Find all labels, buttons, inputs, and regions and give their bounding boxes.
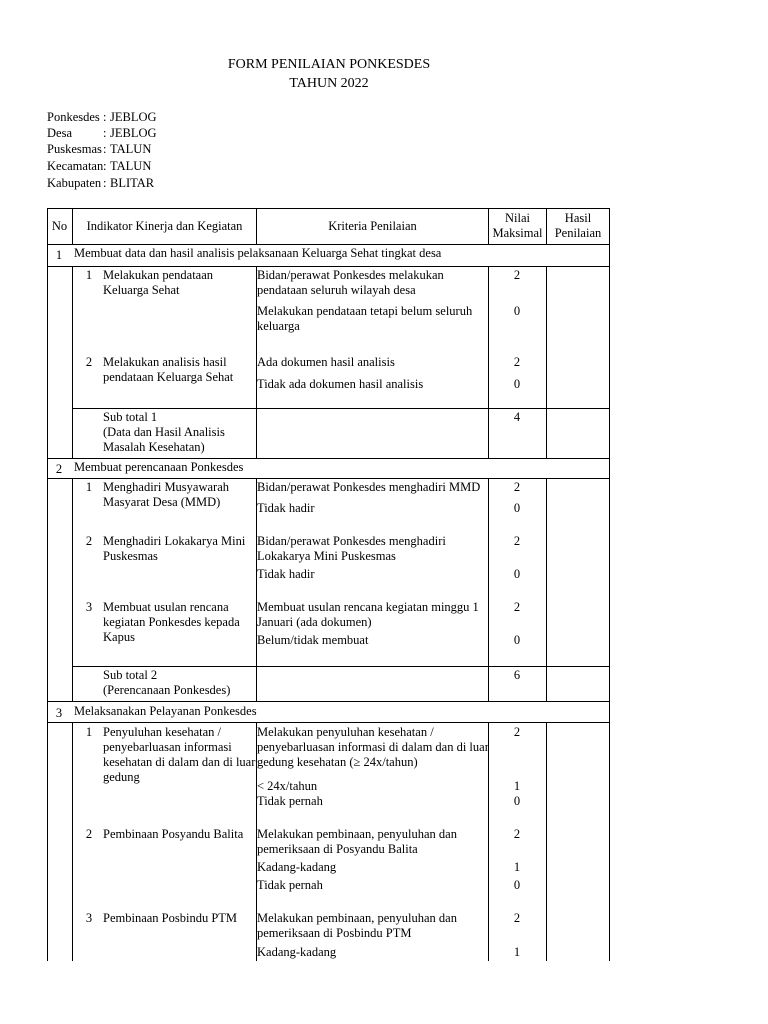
- criteria-text: Bidan/perawat Ponkesdes menghadiri MMD: [257, 480, 481, 494]
- criteria-score: 1: [513, 945, 521, 959]
- item-number: 2: [85, 534, 93, 548]
- criteria-text: Bidan/perawat Ponkesdes melakukan pendataan seluruh wilayah desa: [257, 268, 444, 297]
- info-sep: :: [103, 176, 107, 190]
- criteria-text: Melakukan pendataan tetapi belum seluruh keluarga: [257, 304, 473, 333]
- subtotal-score: 4: [513, 410, 521, 424]
- table-border: [546, 722, 547, 961]
- section-number: 1: [55, 248, 63, 262]
- criteria-score: 2: [513, 480, 521, 494]
- section-title: Membuat perencanaan Ponkesdes: [74, 460, 244, 474]
- info-label-kabupaten: Kabupaten: [47, 176, 102, 190]
- info-sep: :: [103, 110, 107, 124]
- info-label-puskesmas: Puskesmas: [47, 142, 102, 156]
- criteria-score: 0: [513, 501, 521, 515]
- criteria-text: Tidak pernah: [257, 878, 323, 892]
- table-border: [546, 478, 547, 701]
- info-label-desa: Desa: [47, 126, 72, 140]
- criteria-score: 2: [513, 355, 521, 369]
- criteria-score: 1: [513, 860, 521, 874]
- info-value-kecamatan: TALUN: [110, 159, 152, 173]
- header-no: No: [51, 219, 68, 233]
- item-indikator: Penyuluhan kesehatan / penyebarluasan informasi kesehatan di dalam dan di luar gedung: [103, 725, 256, 784]
- info-sep: :: [103, 126, 107, 140]
- item-indikator: Menghadiri Musyawarah Masyarat Desa (MMD): [103, 480, 230, 509]
- criteria-score: 0: [513, 304, 521, 318]
- table-border: [47, 478, 609, 479]
- item-number: 2: [85, 827, 93, 841]
- form-title: FORM PENILAIAN PONKESDES: [227, 57, 431, 72]
- criteria-text: Tidak hadir: [257, 567, 315, 581]
- table-border: [47, 208, 609, 209]
- table-border: [47, 244, 609, 245]
- info-sep: :: [103, 159, 107, 173]
- section-title: Membuat data dan hasil analisis pelaksanaan Keluarga Sehat tingkat desa: [74, 246, 442, 260]
- criteria-score: 2: [513, 725, 521, 739]
- table-border: [47, 458, 609, 459]
- criteria-text: Tidak hadir: [257, 501, 315, 515]
- criteria-score: 2: [513, 911, 521, 925]
- criteria-text: Kadang-kadang: [257, 945, 337, 959]
- criteria-text: < 24x/tahun: [257, 779, 318, 793]
- item-indikator: Melakukan pendataan Keluarga Sehat: [103, 268, 214, 297]
- header-nilai: Maksimal: [492, 226, 543, 240]
- header-indikator: Indikator Kinerja dan Kegiatan: [86, 219, 243, 233]
- item-indikator: Melakukan analisis hasil pendataan Keluarga Sehat: [103, 355, 234, 384]
- criteria-text: Kadang-kadang: [257, 860, 337, 874]
- criteria-score: 2: [513, 534, 521, 548]
- criteria-score: 0: [513, 878, 521, 892]
- criteria-text: Bidan/perawat Ponkesdes menghadiri Lokakarya Mini Puskesmas: [257, 534, 446, 563]
- info-value-ponkesdes: JEBLOG: [110, 110, 157, 124]
- criteria-score: 0: [513, 377, 521, 391]
- section-number: 3: [55, 706, 63, 720]
- info-sep: :: [103, 142, 107, 156]
- section-title: Melaksanakan Pelayanan Ponkesdes: [74, 704, 257, 718]
- info-value-desa: JEBLOG: [110, 126, 157, 140]
- info-value-puskesmas: TALUN: [110, 142, 152, 156]
- item-number: 3: [85, 911, 93, 925]
- criteria-text: Tidak pernah: [257, 794, 323, 808]
- criteria-score: 1: [513, 779, 521, 793]
- table-border: [72, 478, 73, 701]
- subtotal-score: 6: [513, 668, 521, 682]
- criteria-score: 0: [513, 567, 521, 581]
- criteria-text: Melakukan pembinaan, penyuluhan dan pemeriksaan di Posyandu Balita: [257, 827, 457, 856]
- table-border: [72, 266, 73, 458]
- subtotal-label: Sub total 1 (Data dan Hasil Analisis Masalah Kesehatan): [103, 410, 225, 454]
- criteria-text: Melakukan penyuluhan kesehatan / penyebarluasan informasi di dalam dan di luar gedung kesehatan (≥ 24x/tahun): [257, 725, 489, 769]
- criteria-score: 2: [513, 268, 521, 282]
- criteria-text: Ada dokumen hasil analisis: [257, 355, 395, 369]
- table-border: [609, 208, 610, 961]
- table-border: [47, 722, 609, 723]
- header-hasil: Hasil: [564, 211, 592, 225]
- table-border: [72, 722, 73, 961]
- subtotal-label: Sub total 2 (Perencanaan Ponkesdes): [103, 668, 231, 697]
- criteria-score: 2: [513, 600, 521, 614]
- table-border: [47, 266, 609, 267]
- criteria-score: 0: [513, 794, 521, 808]
- item-number: 1: [85, 480, 93, 494]
- table-border: [546, 266, 547, 458]
- header-kriteria: Kriteria Penilaian: [328, 219, 417, 233]
- item-number: 3: [85, 600, 93, 614]
- item-number: 1: [85, 725, 93, 739]
- item-number: 2: [85, 355, 93, 369]
- criteria-text: Membuat usulan rencana kegiatan minggu 1 Januari (ada dokumen): [257, 600, 479, 629]
- criteria-text: Melakukan pembinaan, penyuluhan dan pemeriksaan di Posbindu PTM: [257, 911, 457, 940]
- item-number: 1: [85, 268, 93, 282]
- table-border: [72, 666, 609, 667]
- header-hasil: Penilaian: [554, 226, 602, 240]
- criteria-text: Belum/tidak membuat: [257, 633, 369, 647]
- form-year: TAHUN 2022: [289, 76, 369, 91]
- item-indikator: Menghadiri Lokakarya Mini Puskesmas: [103, 534, 246, 563]
- item-indikator: Membuat usulan rencana kegiatan Ponkesdes kepada Kapus: [103, 600, 240, 644]
- info-label-kecamatan: Kecamatan: [47, 159, 104, 173]
- info-label-ponkesdes: Ponkesdes: [47, 110, 100, 124]
- criteria-text: Tidak ada dokumen hasil analisis: [257, 377, 424, 391]
- section-number: 2: [55, 462, 63, 476]
- header-nilai: Nilai: [505, 211, 530, 225]
- criteria-score: 0: [513, 633, 521, 647]
- table-border: [47, 208, 48, 961]
- table-border: [72, 408, 609, 409]
- table-border: [47, 701, 609, 702]
- criteria-score: 2: [513, 827, 521, 841]
- item-indikator: Pembinaan Posbindu PTM: [103, 911, 238, 925]
- info-value-kabupaten: BLITAR: [110, 176, 155, 190]
- item-indikator: Pembinaan Posyandu Balita: [103, 827, 244, 841]
